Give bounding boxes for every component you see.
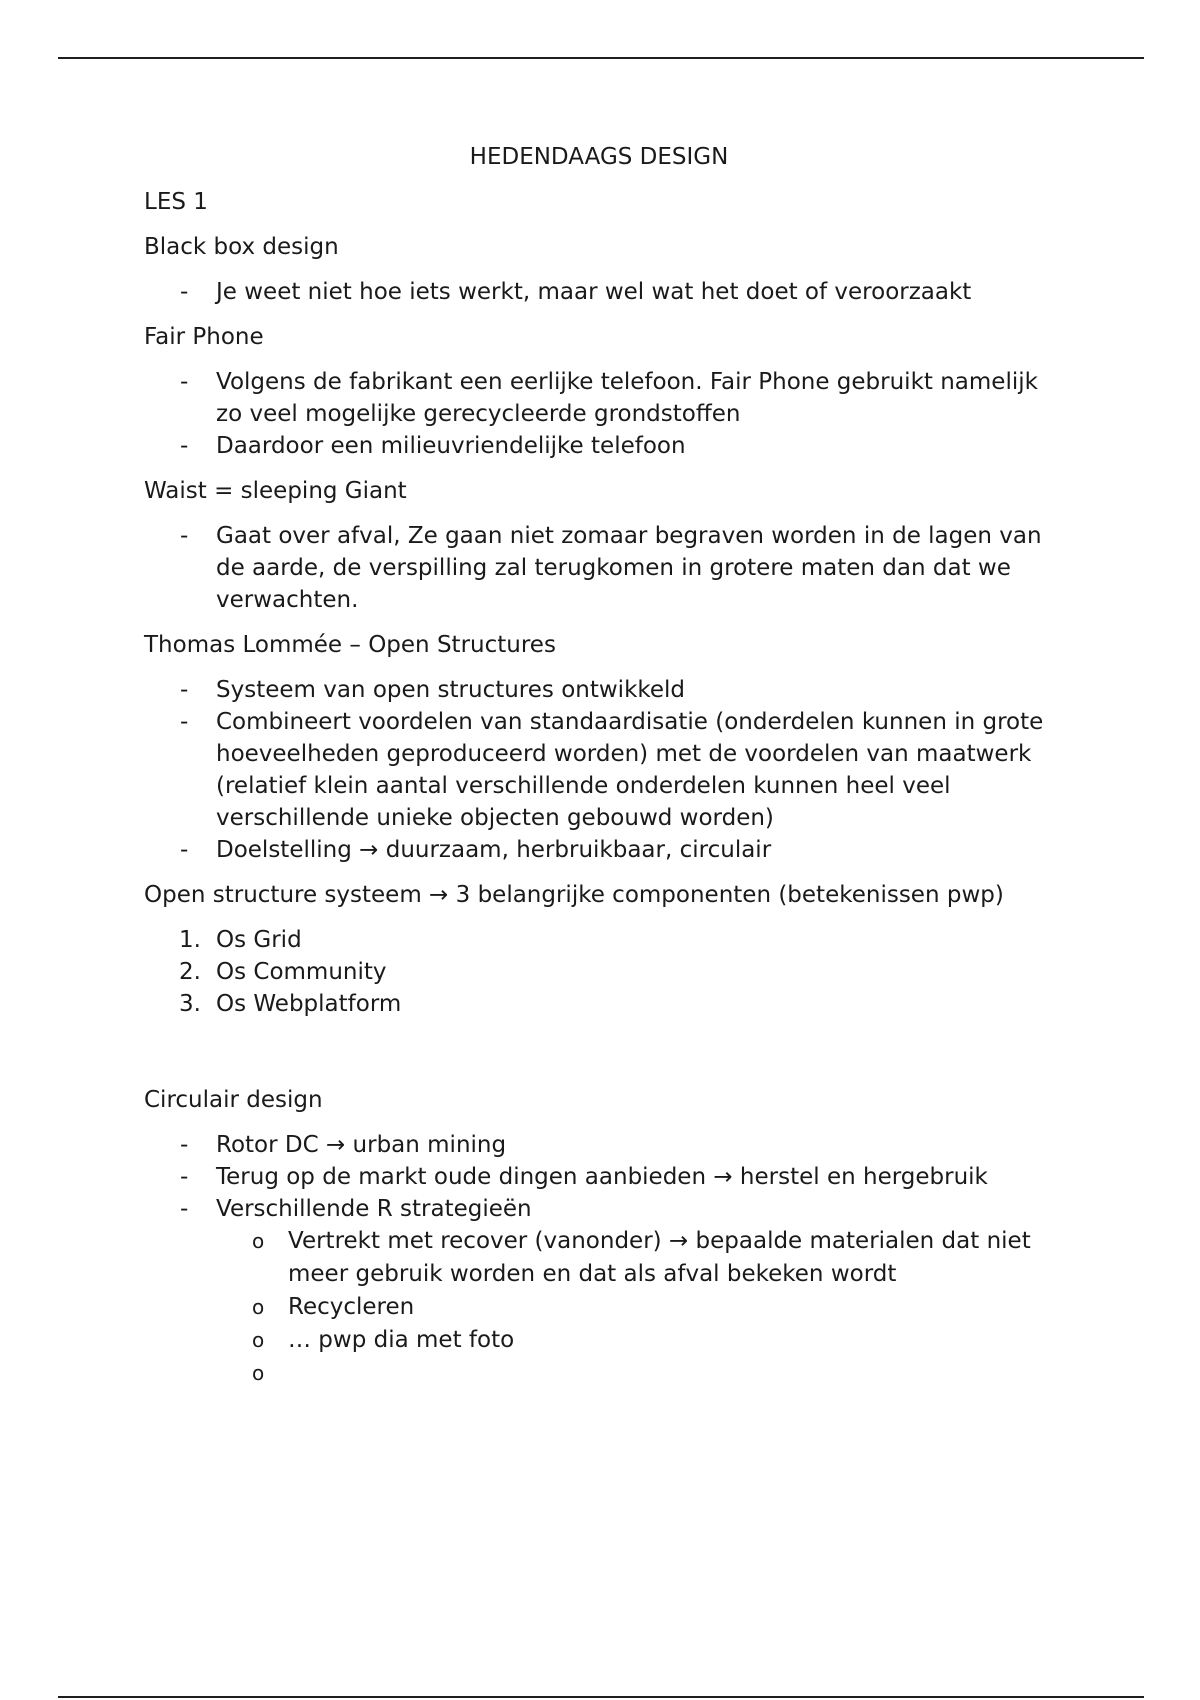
circulair-list — [144, 1129, 1064, 1390]
dash-bullet: - — [180, 1164, 189, 1190]
circle-bullet: o — [252, 1361, 265, 1385]
section-heading-fair-phone: Fair Phone — [144, 324, 264, 350]
document-title: HEDENDAAGS DESIGN — [469, 144, 729, 170]
document-body — [144, 141, 1064, 1403]
thomas-list — [144, 674, 1064, 866]
list-number: 1. — [179, 927, 201, 953]
lesson-label: LES 1 — [144, 189, 208, 215]
list-item: 1. Os Grid — [144, 924, 1064, 956]
circle-bullet: o — [252, 1229, 265, 1253]
section-heading-waist: Waist = sleeping Giant — [144, 478, 407, 504]
list-item: - Doelstelling → duurzaam, herbruikbaar, circulair — [144, 834, 1064, 866]
black-box-list — [144, 276, 1064, 308]
section-heading-thomas: Thomas Lommée – Open Structures — [144, 632, 556, 658]
circle-bullet: o — [252, 1295, 265, 1319]
dash-bullet: - — [180, 433, 189, 459]
dash-bullet: - — [180, 1196, 189, 1222]
open-structure-list — [144, 924, 1064, 1020]
section-heading-circulair: Circulair design — [144, 1087, 323, 1113]
list-number: 2. — [179, 959, 201, 985]
footer-rule — [58, 1696, 1144, 1698]
list-item: 2. Os Community — [144, 956, 1064, 988]
list-item: - Combineert voordelen van standaardisatie (onderdelen kunnen in grote hoeveelheden geproduceerd worden) met de voordelen van maatwerk (relatief klein aantal verschillende onderdelen kunnen heel veel verschillende unieke objecten gebouwd worden) — [144, 706, 1064, 834]
sublist-item: o … pwp dia met foto — [144, 1324, 1064, 1357]
list-item: - Gaat over afval, Ze gaan niet zomaar begraven worden in de lagen van de aarde, de verspilling zal terugkomen in grotere maten dan dat we verwachten. — [144, 520, 1064, 616]
waist-list — [144, 520, 1064, 616]
list-item: - Rotor DC → urban mining — [144, 1129, 1064, 1161]
dash-bullet: - — [180, 709, 189, 735]
list-item: 3. Os Webplatform — [144, 988, 1064, 1020]
dash-bullet: - — [180, 369, 189, 395]
dash-bullet: - — [180, 837, 189, 863]
dash-bullet: - — [180, 1132, 189, 1158]
sublist-item-empty — [144, 1357, 1064, 1390]
dash-bullet: - — [180, 523, 189, 549]
list-item: - Daardoor een milieuvriendelijke telefoon — [144, 430, 1064, 462]
r-strategies-sublist — [144, 1225, 1064, 1390]
list-item: - Volgens de fabrikant een eerlijke telefoon. Fair Phone gebruikt namelijk zo veel mogelijke gerecycleerde grondstoffen — [144, 366, 1064, 430]
circle-bullet: o — [252, 1328, 265, 1352]
list-number: 3. — [179, 991, 201, 1017]
list-item: - Verschillende R strategieën o Vertrekt met recover (vanonder) → bepaalde materialen dat niet meer gebruik worden en dat als afval bekeken wordt o Recycleren o … pwp dia met foto o — [144, 1193, 1064, 1390]
list-item: - Systeem van open structures ontwikkeld — [144, 674, 1064, 706]
list-item: - Je weet niet hoe iets werkt, maar wel wat het doet of veroorzaakt — [144, 276, 1064, 308]
blank-line — [144, 1033, 1064, 1084]
header-rule — [58, 57, 1144, 59]
section-heading-black-box: Black box design — [144, 234, 339, 260]
dash-bullet: - — [180, 677, 189, 703]
fair-phone-list — [144, 366, 1064, 462]
list-item: - Terug op de markt oude dingen aanbieden → herstel en hergebruik — [144, 1161, 1064, 1193]
sublist-item: o Vertrekt met recover (vanonder) → bepaalde materialen dat niet meer gebruik worden en dat als afval bekeken wordt — [144, 1225, 1064, 1291]
sublist-item: o Recycleren — [144, 1291, 1064, 1324]
dash-bullet: - — [180, 279, 189, 305]
section-heading-open-structure: Open structure systeem → 3 belangrijke componenten (betekenissen pwp) — [144, 882, 1004, 908]
